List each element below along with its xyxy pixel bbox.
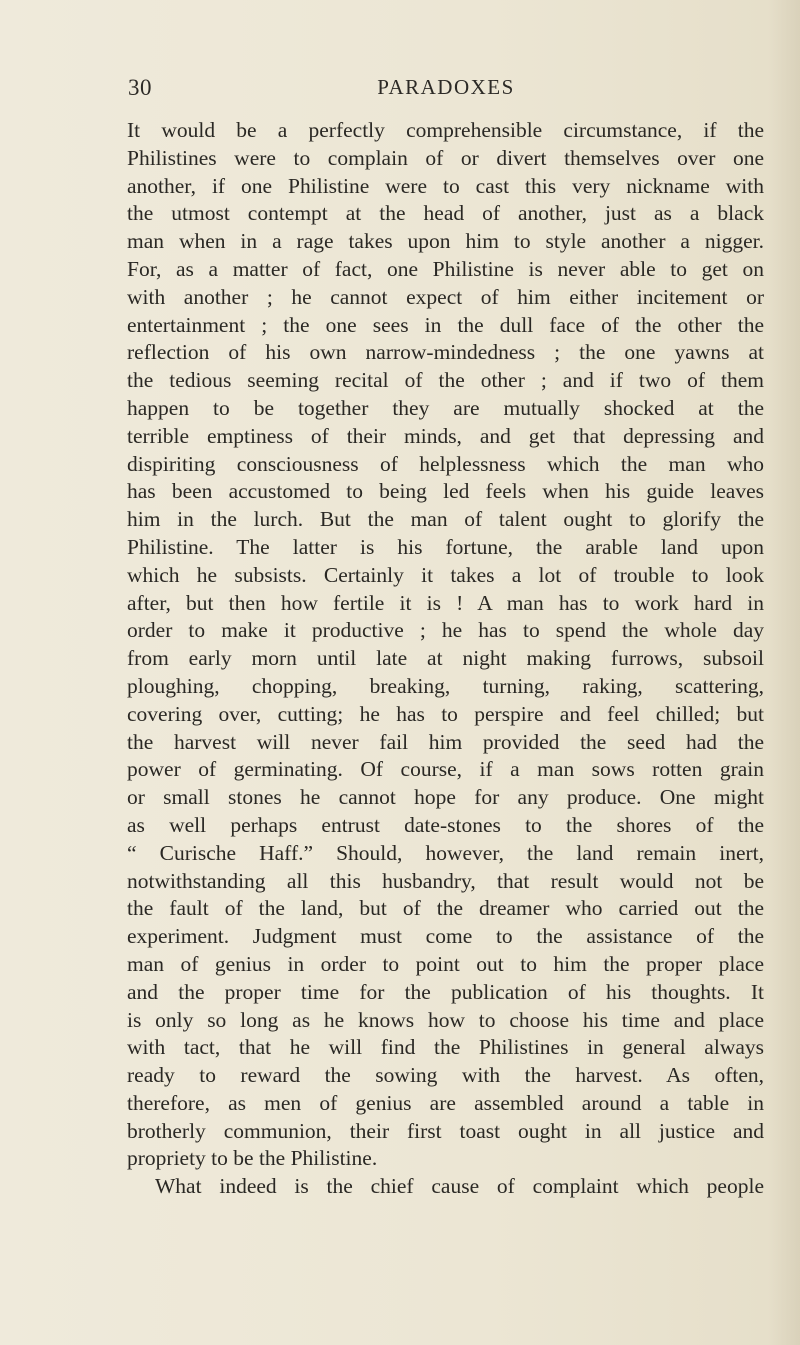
text-line: experiment. Judgment must come to the assistance of the bbox=[127, 924, 764, 949]
text-line: him in the lurch. But the man of talent ought to glorify the bbox=[127, 507, 764, 532]
text-line: happen to be together they are mutually shocked at the bbox=[127, 395, 764, 420]
text-line: notwithstanding all this husbandry, that result would not be bbox=[127, 868, 764, 893]
text-line: “ Curische Haff.” Should, however, the land remain inert, bbox=[127, 840, 764, 865]
body-text bbox=[127, 117, 764, 1201]
text-line: terrible emptiness of their minds, and get that depressing and bbox=[127, 423, 764, 448]
text-line: dispiriting consciousness of helplessness which the man who bbox=[127, 451, 764, 476]
text-line: reflection of his own narrow-mindedness ; the one yawns at bbox=[127, 340, 764, 365]
text-line: therefore, as men of genius are assembled around a table in bbox=[127, 1090, 764, 1115]
text-line: Philistines were to complain of or divert themselves over one bbox=[127, 145, 764, 170]
paragraph-end-line: propriety to be the Philistine. bbox=[127, 1146, 378, 1171]
text-line: after, but then how fertile it is ! A man has to work hard in bbox=[127, 590, 764, 615]
text-line: the utmost contempt at the head of another, just as a black bbox=[127, 201, 764, 226]
text-line: the fault of the land, but of the dreamer who carried out the bbox=[127, 896, 764, 921]
page-number: 30 bbox=[128, 75, 152, 100]
text-line: ready to reward the sowing with the harvest. As often, bbox=[127, 1063, 764, 1088]
text-line: brotherly communion, their first toast ought in all justice and bbox=[127, 1118, 764, 1143]
text-line: as well perhaps entrust date-stones to the shores of the bbox=[127, 812, 764, 837]
text-line: has been accustomed to being led feels when his guide leaves bbox=[127, 479, 764, 504]
text-line: power of germinating. Of course, if a man sows rotten grain bbox=[127, 757, 764, 782]
text-line: For, as a matter of fact, one Philistine is never able to get on bbox=[127, 256, 764, 281]
text-line: It would be a perfectly comprehensible circumstance, if the bbox=[127, 118, 764, 142]
text-line: the tedious seeming recital of the other ; and if two of them bbox=[127, 368, 764, 393]
text-line: from early morn until late at night making furrows, subsoil bbox=[127, 646, 764, 671]
text-line: another, if one Philistine were to cast this very nickname with bbox=[127, 173, 764, 198]
text-line: covering over, cutting; he has to perspire and feel chilled; but bbox=[127, 701, 764, 726]
text-line: entertainment ; the one sees in the dull face of the other the bbox=[127, 312, 764, 337]
paragraph-start-line: What indeed is the chief cause of complaint which people bbox=[155, 1174, 764, 1199]
text-line: order to make it productive ; he has to spend the whole day bbox=[127, 618, 764, 643]
text-line: or small stones he cannot hope for any produce. One might bbox=[127, 785, 764, 810]
text-line: man of genius in order to point out to him the proper place bbox=[127, 951, 764, 976]
text-line: Philistine. The latter is his fortune, the arable land upon bbox=[127, 534, 764, 559]
text-line: man when in a rage takes upon him to style another a nigger. bbox=[127, 229, 764, 254]
text-line: with another ; he cannot expect of him either incitement or bbox=[127, 284, 764, 309]
running-head: PARADOXES bbox=[377, 75, 515, 99]
text-line: with tact, that he will find the Philistines in general always bbox=[127, 1035, 764, 1060]
page-header bbox=[128, 75, 764, 115]
text-line: the harvest will never fail him provided the seed had the bbox=[127, 729, 764, 754]
text-line: which he subsists. Certainly it takes a lot of trouble to look bbox=[127, 562, 764, 587]
text-line: ploughing, chopping, breaking, turning, raking, scattering, bbox=[127, 673, 764, 698]
text-line: and the proper time for the publication of his thoughts. It bbox=[127, 979, 764, 1004]
text-line: is only so long as he knows how to choose his time and place bbox=[127, 1007, 764, 1032]
